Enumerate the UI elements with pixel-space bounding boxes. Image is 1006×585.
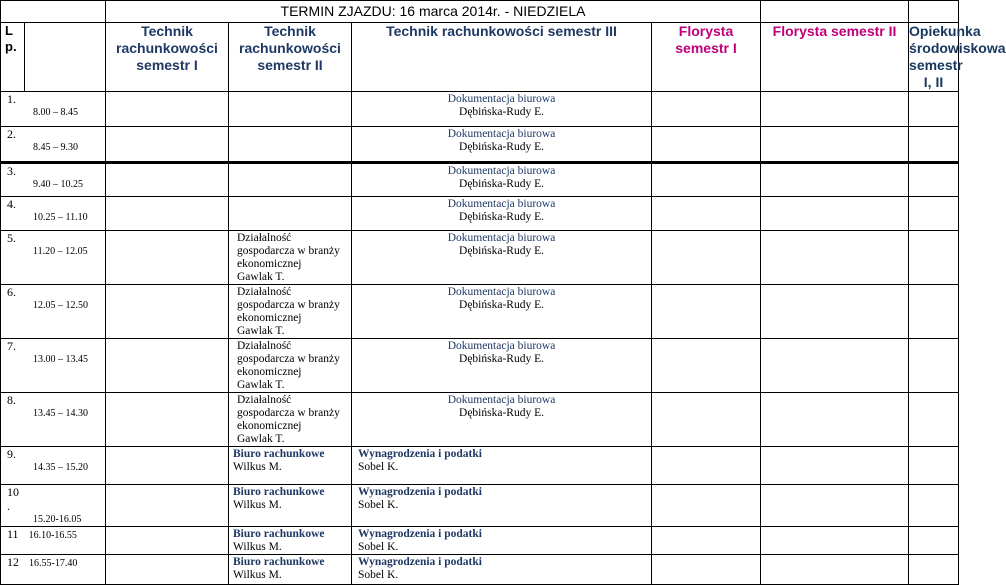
subject-name: Wynagrodzenia i podatki bbox=[358, 528, 482, 540]
col6-cell bbox=[909, 231, 959, 285]
table-row bbox=[1, 285, 959, 339]
col6-cell bbox=[909, 339, 959, 393]
lp-cell bbox=[1, 231, 106, 285]
col6-cell bbox=[909, 447, 959, 485]
lp-cell bbox=[1, 447, 106, 485]
col6-cell bbox=[909, 485, 959, 527]
col5-cell bbox=[761, 447, 909, 485]
subject-name: Działalność gospodarcza w branży ekonomicznej bbox=[237, 232, 340, 270]
lp-cell bbox=[1, 163, 106, 197]
lesson-time: 14.35 – 15.20 bbox=[33, 462, 88, 473]
lesson-time: 15.20-16.05 bbox=[33, 514, 82, 525]
col5-cell bbox=[761, 555, 909, 585]
teacher-name: Dębińska-Rudy E. bbox=[459, 407, 544, 419]
col6-cell bbox=[909, 197, 959, 231]
col5-cell bbox=[761, 92, 909, 127]
col2-cell bbox=[229, 393, 352, 447]
teacher-name: Wilkus M. bbox=[233, 541, 282, 553]
teacher-name: Dębińska-Rudy E. bbox=[459, 353, 544, 365]
col3-cell bbox=[352, 231, 652, 285]
lesson-number: 12 bbox=[7, 555, 19, 569]
teacher-name: Gawlak T. bbox=[237, 271, 285, 283]
table-row bbox=[1, 163, 959, 197]
col3-cell bbox=[352, 393, 652, 447]
subject-name: Wynagrodzenia i podatki bbox=[358, 448, 482, 460]
col2-cell bbox=[229, 163, 352, 197]
col2-cell bbox=[229, 555, 352, 585]
table-row bbox=[1, 555, 959, 585]
lp-cell bbox=[1, 527, 106, 555]
lp-cell bbox=[1, 339, 106, 393]
table-row bbox=[1, 485, 959, 527]
header-col2 bbox=[229, 23, 352, 92]
teacher-name: Sobel K. bbox=[358, 461, 399, 473]
subject-name: Dokumentacja biurowa bbox=[447, 394, 556, 406]
table-row bbox=[1, 197, 959, 231]
col5-cell bbox=[761, 393, 909, 447]
table-row bbox=[1, 92, 959, 127]
col6-cell bbox=[909, 285, 959, 339]
subject-name: Działalność gospodarcza w branży ekonomicznej bbox=[237, 394, 340, 432]
col5-cell bbox=[761, 527, 909, 555]
lesson-time: 10.25 – 11.10 bbox=[33, 212, 88, 223]
col5-cell bbox=[761, 163, 909, 197]
col1-cell bbox=[106, 339, 229, 393]
teacher-name: Wilkus M. bbox=[233, 499, 282, 511]
col4-cell bbox=[652, 339, 761, 393]
lesson-number: 1. bbox=[7, 92, 16, 106]
lesson-time: 11.20 – 12.05 bbox=[33, 246, 88, 257]
subject-name: Biuro rachunkowe bbox=[233, 486, 325, 498]
header-lp bbox=[1, 23, 25, 92]
lesson-number: 4. bbox=[7, 197, 16, 211]
lp-cell bbox=[1, 285, 106, 339]
subject-name: Dokumentacja biurowa bbox=[447, 198, 556, 210]
col5-cell bbox=[761, 127, 909, 163]
teacher-name: Dębińska-Rudy E. bbox=[459, 178, 544, 190]
subject-name: Dokumentacja biurowa bbox=[447, 93, 556, 105]
subject-name: Biuro rachunkowe bbox=[233, 528, 325, 540]
teacher-name: Sobel K. bbox=[358, 499, 399, 511]
table-row bbox=[1, 231, 959, 285]
col3-cell bbox=[352, 127, 652, 163]
col4-cell bbox=[652, 447, 761, 485]
col2-cell bbox=[229, 127, 352, 163]
subject-name: Dokumentacja biurowa bbox=[447, 165, 556, 177]
subject-name: Dokumentacja biurowa bbox=[447, 340, 556, 352]
col6-cell bbox=[909, 92, 959, 127]
lp-cell bbox=[1, 92, 106, 127]
col6-cell bbox=[909, 127, 959, 163]
col1-cell bbox=[106, 393, 229, 447]
col2-cell bbox=[229, 231, 352, 285]
col1-cell bbox=[106, 285, 229, 339]
col4-cell bbox=[652, 485, 761, 527]
table-row bbox=[1, 527, 959, 555]
col3-cell bbox=[352, 163, 652, 197]
header-col3-text: Technik rachunkowości semestr III bbox=[386, 23, 617, 39]
lesson-number: 10 . bbox=[7, 485, 19, 513]
lesson-time: 8.45 – 9.30 bbox=[33, 142, 78, 153]
teacher-name: Dębińska-Rudy E. bbox=[459, 299, 544, 311]
lesson-time: 8.00 – 8.45 bbox=[33, 107, 78, 118]
col4-cell bbox=[652, 92, 761, 127]
subject-name: Biuro rachunkowe bbox=[233, 556, 325, 568]
col1-cell bbox=[106, 127, 229, 163]
teacher-name: Gawlak T. bbox=[237, 379, 285, 391]
header-col4-text: Florysta semestr I bbox=[675, 23, 737, 56]
col3-cell bbox=[352, 285, 652, 339]
subject-name: Dokumentacja biurowa bbox=[447, 286, 556, 298]
teacher-name: Dębińska-Rudy E. bbox=[459, 141, 544, 153]
col3-cell bbox=[352, 527, 652, 555]
col5-cell bbox=[761, 339, 909, 393]
col1-cell bbox=[106, 231, 229, 285]
schedule-rows bbox=[1, 92, 959, 585]
subject-name: Dokumentacja biurowa bbox=[447, 232, 556, 244]
page-title: TERMIN ZJAZDU: 16 marca 2014r. - NIEDZIELA bbox=[106, 1, 761, 23]
header-col6 bbox=[909, 23, 1006, 92]
subject-name: Wynagrodzenia i podatki bbox=[358, 556, 482, 568]
teacher-name: Sobel K. bbox=[358, 541, 399, 553]
teacher-name: Dębińska-Rudy E. bbox=[459, 106, 544, 118]
teacher-name: Gawlak T. bbox=[237, 433, 285, 445]
lesson-number: 2. bbox=[7, 127, 16, 141]
lesson-number: 6. bbox=[7, 285, 16, 299]
col2-cell bbox=[229, 339, 352, 393]
col1-cell bbox=[106, 485, 229, 527]
col4-cell bbox=[652, 197, 761, 231]
lesson-number: 9. bbox=[7, 447, 16, 461]
teacher-name: Wilkus M. bbox=[233, 569, 282, 581]
col3-cell bbox=[352, 555, 652, 585]
lp-cell bbox=[1, 485, 106, 527]
col6-cell bbox=[909, 527, 959, 555]
col2-cell bbox=[229, 527, 352, 555]
col3-cell bbox=[352, 92, 652, 127]
lesson-number: 5. bbox=[7, 231, 16, 245]
col3-cell bbox=[352, 447, 652, 485]
col6-cell bbox=[909, 163, 959, 197]
col2-cell bbox=[229, 285, 352, 339]
lesson-time: 16.55-17.40 bbox=[29, 558, 78, 569]
col4-cell bbox=[652, 285, 761, 339]
col4-cell bbox=[652, 163, 761, 197]
col1-cell bbox=[106, 163, 229, 197]
header-lp-text: L p. bbox=[5, 23, 17, 54]
table-row bbox=[1, 447, 959, 485]
lp-cell bbox=[1, 197, 106, 231]
lesson-number: 3. bbox=[7, 164, 16, 178]
col4-cell bbox=[652, 555, 761, 585]
header-col2-text: Technik rachunkowości semestr II bbox=[239, 23, 341, 73]
col1-cell bbox=[106, 92, 229, 127]
header-col3 bbox=[352, 23, 652, 92]
lp-cell bbox=[1, 127, 106, 163]
col3-cell bbox=[352, 485, 652, 527]
col6-cell bbox=[909, 393, 959, 447]
col4-cell bbox=[652, 127, 761, 163]
teacher-name: Sobel K. bbox=[358, 569, 399, 581]
lp-cell bbox=[1, 393, 106, 447]
lesson-number: 11 bbox=[7, 527, 19, 541]
col4-cell bbox=[652, 393, 761, 447]
col1-cell bbox=[106, 197, 229, 231]
subject-name: Działalność gospodarcza w branży ekonomicznej bbox=[237, 286, 340, 324]
table-row bbox=[1, 127, 959, 163]
table-row bbox=[1, 393, 959, 447]
col3-cell bbox=[352, 197, 652, 231]
col2-cell bbox=[229, 92, 352, 127]
col3-cell bbox=[352, 339, 652, 393]
subject-name: Dokumentacja biurowa bbox=[447, 128, 556, 140]
teacher-name: Gawlak T. bbox=[237, 325, 285, 337]
lesson-number: 7. bbox=[7, 339, 16, 353]
lesson-time: 12.05 – 12.50 bbox=[33, 300, 88, 311]
lesson-time: 13.00 – 13.45 bbox=[33, 354, 88, 365]
col4-cell bbox=[652, 527, 761, 555]
header-col1-text: Technik rachunkowości semestr I bbox=[116, 23, 218, 73]
subject-name: Działalność gospodarcza w branży ekonomicznej bbox=[237, 340, 340, 378]
col5-cell bbox=[761, 231, 909, 285]
col2-cell bbox=[229, 447, 352, 485]
lesson-time: 16.10-16.55 bbox=[28, 530, 77, 541]
col1-cell bbox=[106, 527, 229, 555]
lesson-time: 9.40 – 10.25 bbox=[33, 179, 83, 190]
header-col5 bbox=[761, 23, 909, 92]
col2-cell bbox=[229, 197, 352, 231]
col4-cell bbox=[652, 231, 761, 285]
col1-cell bbox=[106, 555, 229, 585]
header-col1 bbox=[106, 23, 229, 92]
subject-name: Biuro rachunkowe bbox=[233, 448, 325, 460]
subject-name: Wynagrodzenia i podatki bbox=[358, 486, 482, 498]
teacher-name: Wilkus M. bbox=[233, 461, 282, 473]
col5-cell bbox=[761, 485, 909, 527]
col1-cell bbox=[106, 447, 229, 485]
teacher-name: Dębińska-Rudy E. bbox=[459, 245, 544, 257]
header-col4 bbox=[652, 23, 761, 92]
header-col6-text: Opiekunka środowiskowa semestr I, II bbox=[909, 23, 1006, 90]
header-col5-text: Florysta semestr II bbox=[772, 23, 897, 39]
teacher-name: Dębińska-Rudy E. bbox=[459, 211, 544, 223]
table-row bbox=[1, 339, 959, 393]
col5-cell bbox=[761, 285, 909, 339]
lesson-number: 8. bbox=[7, 393, 16, 407]
col2-cell bbox=[229, 485, 352, 527]
lp-cell bbox=[1, 555, 106, 585]
lesson-time: 13.45 – 14.30 bbox=[33, 408, 88, 419]
col5-cell bbox=[761, 197, 909, 231]
col6-cell bbox=[909, 555, 959, 585]
